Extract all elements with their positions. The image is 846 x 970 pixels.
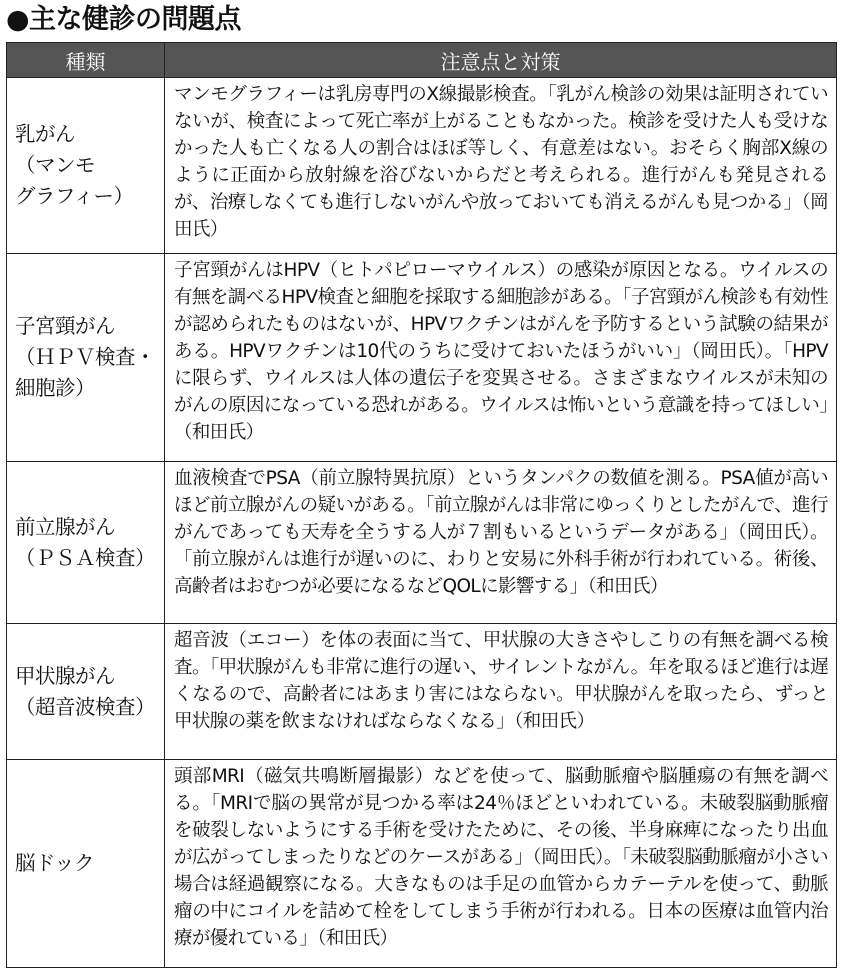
note-cell: マンモグラフィーは乳房専門のX線撮影検査。「乳がん検診の効果は証明されていないが、検査によって死亡率が上がることもなかった。検診を受けた人も受けなかった人も亡くなる人の割合はほぼ等しく、有意差はない。おそらく胸部X線のように正面から放射線を浴びないからだと考えられる。進行がんも発見されるが、治療しなくても進行しないがんや放っておいても消えるがんも見つかる」（岡田氏） bbox=[165, 78, 837, 254]
type-line: （超音波検査） bbox=[15, 694, 155, 719]
table-row-cervical-cancer bbox=[7, 254, 837, 462]
type-cell bbox=[7, 462, 165, 624]
health-checkup-table bbox=[6, 42, 837, 968]
type-line: （ＨＰＶ検査・ bbox=[15, 345, 155, 369]
type-line: 細胞診） bbox=[15, 376, 95, 400]
header-type: 種類 bbox=[7, 43, 165, 78]
type-line: 子宮頸がん bbox=[15, 314, 115, 338]
header-note: 注意点と対策 bbox=[165, 43, 837, 78]
note-cell: 子宮頸がんはHPV（ヒトパピローマウイルス）の感染が原因となる。ウイルスの有無を調べるHPV検査と細胞を採取する細胞診がある。「子宮頸がん検診も有効性が認められたものはないが、HPVワクチンはがんを予防するという試験の結果がある。HPVワクチンは10代のうちに受けておいたほうがいい」（岡田氏）。「HPVに限らず、ウイルスは人体の遺伝子を変異させる。さまざまなウイルスが未知のがんの原因になっている恐れがある。ウイルスは怖いという意識を持ってほしい」（和田氏） bbox=[165, 254, 837, 462]
type-line: グラフィー） bbox=[15, 184, 134, 208]
type-line: （ＰＳＡ検査） bbox=[15, 545, 155, 570]
note-cell: 血液検査でPSA（前立腺特異抗原）というタンパクの数値を測る。PSA値が高いほど前立腺がんの疑いがある。「前立腺がんは非常にゆっくりとしたがんで、進行がんであっても天寿を全うする人が７割もいるというデータがある」（岡田氏）。「前立腺がんは進行が遅いのに、わりと安易に外科手術が行われている。術後、高齢者はおむつが必要になるなどQOLに影響する」（和田氏） bbox=[165, 462, 837, 624]
type-line: 甲状腺がん bbox=[15, 663, 115, 688]
type-line: 脳ドック bbox=[15, 851, 95, 875]
type-line: （マンモ bbox=[15, 153, 95, 177]
type-line: 前立腺がん bbox=[15, 514, 115, 539]
table-row-brain-dock bbox=[7, 760, 837, 968]
table-row-prostate-cancer bbox=[7, 462, 837, 624]
page-title: ●主な健診の問題点 bbox=[6, 4, 242, 35]
type-line: 乳がん bbox=[15, 122, 75, 146]
table-row-breast-cancer bbox=[7, 78, 837, 254]
table-row-thyroid-cancer bbox=[7, 624, 837, 760]
type-cell bbox=[7, 760, 165, 968]
note-cell: 超音波（エコー）を体の表面に当て、甲状腺の大きさやしこりの有無を調べる検査。「甲状腺がんも非常に進行の遅い、サイレントながん。年を取るほど進行は遅くなるので、高齢者にはあまり害にはならない。甲状腺がんを取ったら、ずっと甲状腺の薬を飲まなければならなくなる」（和田氏） bbox=[165, 624, 837, 760]
type-cell bbox=[7, 624, 165, 760]
note-cell: 頭部MRI（磁気共鳴断層撮影）などを使って、脳動脈瘤や脳腫瘍の有無を調べる。「MRIで脳の異常が見つかる率は24％ほどといわれている。未破裂脳動脈瘤を破裂しないようにする手術を受けたために、その後、半身麻痺になったり出血が広がってしまったりなどのケースがある」（岡田氏）。「未破裂脳動脈瘤が小さい場合は経過観察になる。大きなものは手足の血管からカテーテルを使って、動脈瘤の中にコイルを詰めて栓をしてしまう手術が行われる。日本の医療は血管内治療が優れている」（和田氏） bbox=[165, 760, 837, 968]
type-cell bbox=[7, 78, 165, 254]
type-cell bbox=[7, 254, 165, 462]
table-header-row bbox=[7, 43, 837, 78]
